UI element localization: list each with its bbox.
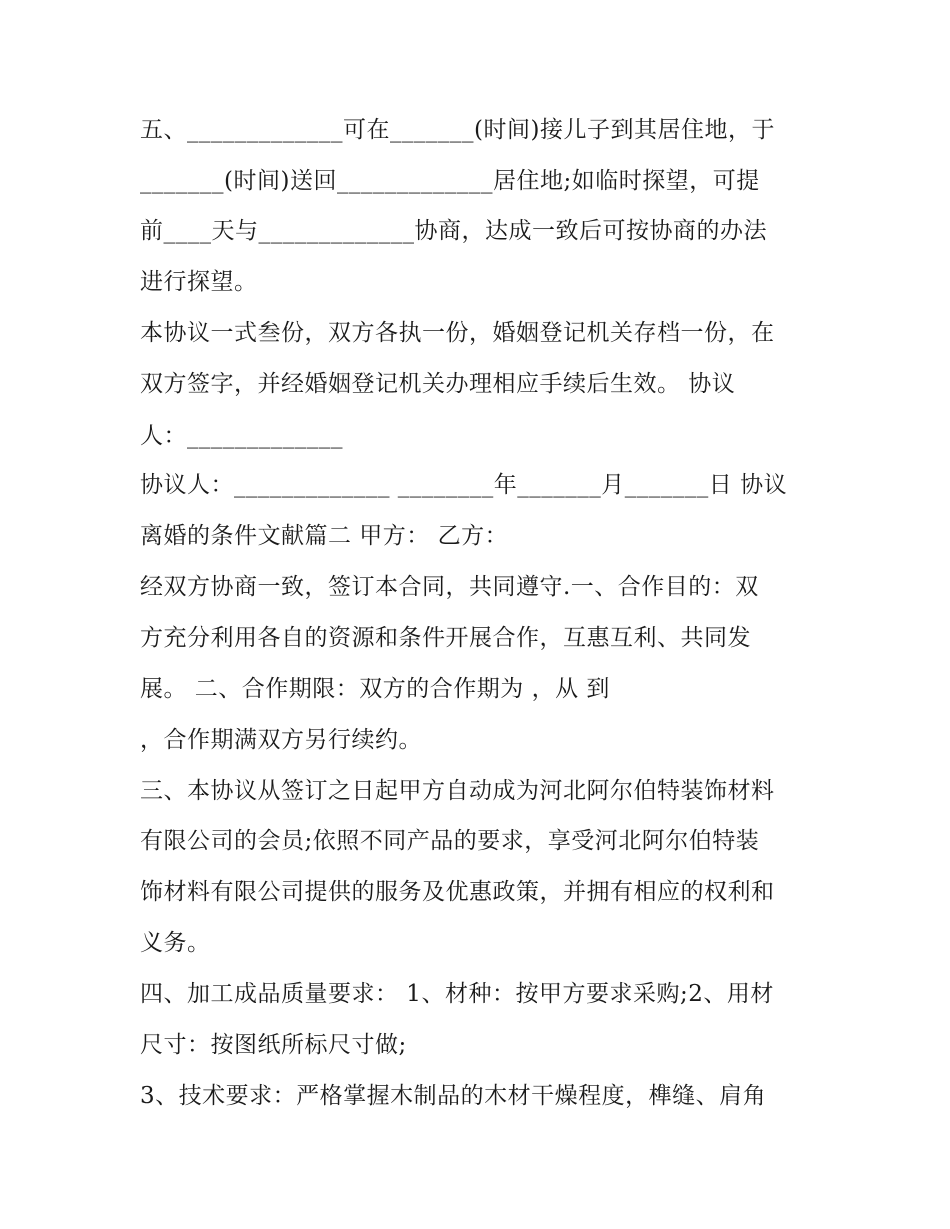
text-line: 饰材料有限公司提供的服务及优惠政策，并拥有相应的权利和 bbox=[140, 879, 775, 905]
text-line: 人：_____________ bbox=[140, 423, 343, 449]
text-line: _______(时间)送回_____________居住地;如临时探望，可提 bbox=[140, 168, 760, 194]
text-line: 3、技术要求：严格掌握木制品的木材干燥程度，榫缝、肩角 bbox=[140, 1083, 767, 1109]
text-line: 双方签字，并经婚姻登记机关办理相应手续后生效。 协议 bbox=[140, 371, 736, 397]
text-line: 三、本协议从签订之日起甲方自动成为河北阿尔伯特装饰材料 bbox=[140, 778, 775, 804]
text-line: 方充分利用各自的资源和条件开展合作，互惠互利、共同发 bbox=[140, 625, 751, 651]
text-line: 尺寸：按图纸所标尺寸做; bbox=[140, 1032, 407, 1058]
text-line: 四、加工成品质量要求： 1、材种：按甲方要求采购;2、用材 bbox=[140, 981, 774, 1007]
text-line: 离婚的条件文献篇二 甲方： 乙方： bbox=[140, 523, 509, 549]
text-line: 前____天与_____________协商，达成一致后可按协商的办法 bbox=[140, 218, 767, 244]
text-line: 本协议一式叁份，双方各执一份，婚姻登记机关存档一份，在 bbox=[140, 320, 775, 346]
text-line: 义务。 bbox=[140, 930, 211, 956]
text-line: 有限公司的会员;依照不同产品的要求，享受河北阿尔伯特装 bbox=[140, 828, 760, 854]
text-line: ，合作期满双方另行续约。 bbox=[140, 727, 422, 753]
text-line: 五、_____________可在_______(时间)接儿子到其居住地，于 bbox=[140, 117, 775, 143]
text-line: 进行探望。 bbox=[140, 269, 258, 295]
text-line: 展。 二、合作期限：双方的合作期为 ，从 到 bbox=[140, 676, 610, 702]
text-line: 协议人：_____________ ________年_______月_______日 协议 bbox=[140, 472, 788, 498]
text-line: 经双方协商一致，签订本合同，共同遵守.一、合作目的：双 bbox=[140, 574, 759, 600]
